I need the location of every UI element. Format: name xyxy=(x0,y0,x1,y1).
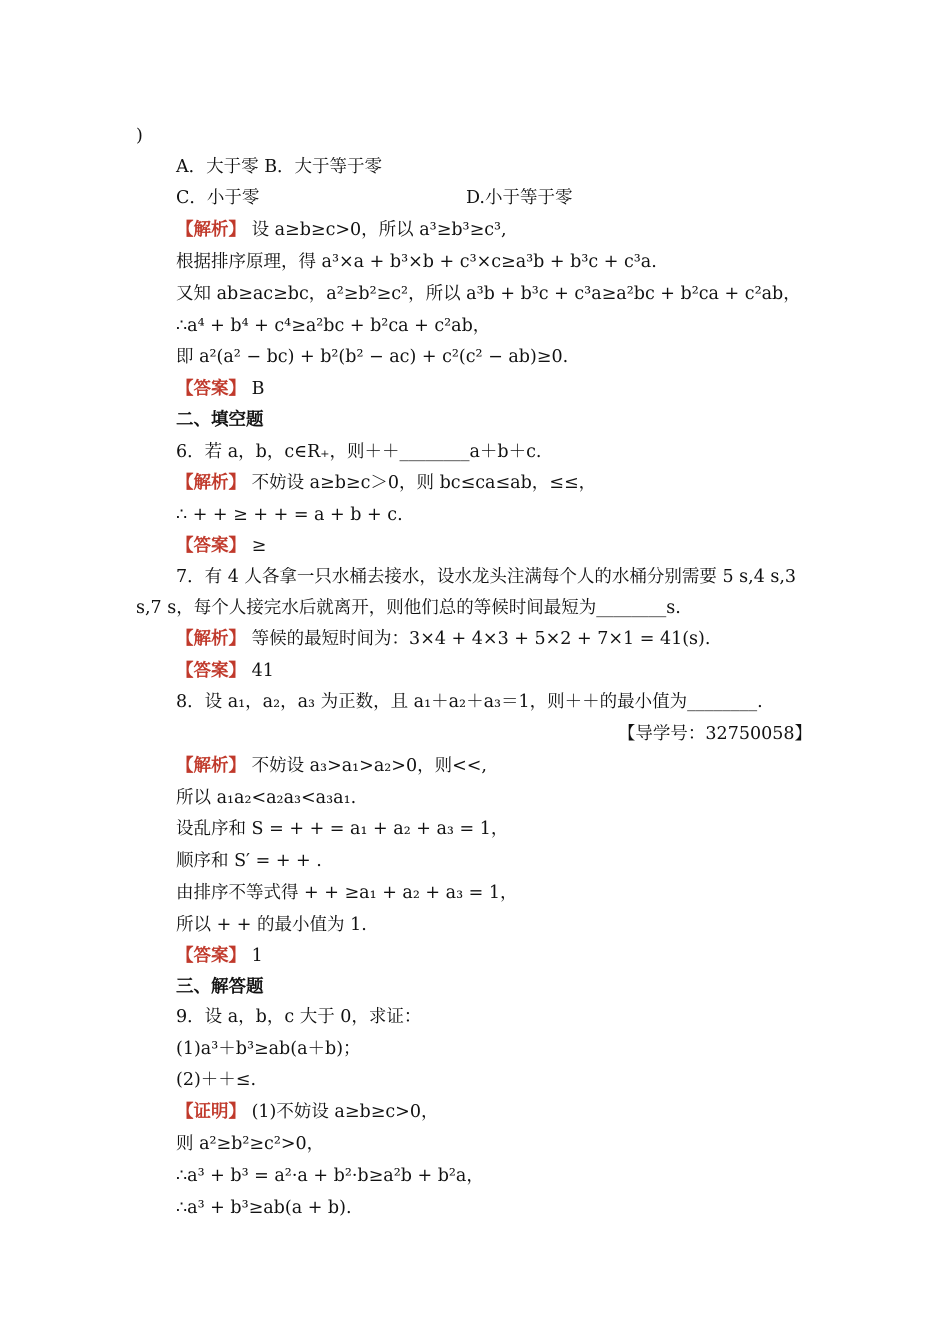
text-line xyxy=(176,913,367,937)
line-text: 则 a²≥b²≥c²>0， xyxy=(176,1134,325,1154)
answer-line xyxy=(176,377,264,401)
text-line xyxy=(176,250,657,274)
line-text: 设 a≥b≥c>0，所以 a³≥b³≥c³, xyxy=(246,220,507,240)
analysis-tag: 【解析】 xyxy=(176,629,246,649)
line-text: ∴a³ + b³≥ab(a + b). xyxy=(176,1198,352,1218)
line-text: 三、解答题 xyxy=(176,977,264,997)
text-line xyxy=(176,345,568,369)
text-line xyxy=(176,1037,361,1061)
option-line xyxy=(176,155,382,179)
guide-number xyxy=(618,722,812,746)
option-line xyxy=(176,186,259,210)
line-text: 所以 + + 的最小值为 1. xyxy=(176,915,367,935)
analysis-line xyxy=(176,754,487,778)
line-text: 不妨设 a≥b≥c＞0，则 bc≤ca≤ab，≤≤， xyxy=(246,473,597,493)
line-text: 即 a²(a² − bc) + b²(b² − ac) + c²(c² − ab)≥0. xyxy=(176,347,569,367)
text-line xyxy=(176,817,508,841)
line-text: ∴ + + ≥ + + = a + b + c. xyxy=(176,505,403,525)
line-text: ) xyxy=(136,126,143,146)
line-text: 8．设 a₁，a₂，a₃ 为正数，且 a₁＋a₂＋a₃＝1，则＋＋的最小值为________. xyxy=(176,692,763,712)
line-text: s,7 s，每个人接完水后就离开，则他们总的等候时间最短为________s. xyxy=(136,598,681,618)
question-line xyxy=(176,1005,421,1029)
text-line xyxy=(176,786,356,810)
answer-tag: 【答案】 xyxy=(176,379,246,399)
answer-line xyxy=(176,944,263,968)
line-text: 顺序和 S′ = + + . xyxy=(176,851,322,871)
question-line xyxy=(136,596,681,620)
line-text: 所以 a₁a₂<a₂a₃<a₃a₁. xyxy=(176,788,357,808)
analysis-line xyxy=(176,471,596,495)
question-line xyxy=(176,440,542,464)
text-line xyxy=(176,282,801,306)
text-line xyxy=(136,124,143,148)
text-line xyxy=(176,849,322,873)
line-text: (1)不妨设 a≥b≥c>0， xyxy=(246,1102,439,1122)
analysis-line xyxy=(176,627,710,651)
proof-line xyxy=(176,1100,438,1124)
line-text: 等候的最短时间为：3×4 + 4×3 + 5×2 + 7×1 = 41(s). xyxy=(246,629,711,649)
answer-tag: 【答案】 xyxy=(176,946,246,966)
answer-tag: 【答案】 xyxy=(176,536,246,556)
option-line xyxy=(466,186,572,210)
line-text: 6．若 a，b，c∈R₊，则＋＋________a＋b＋c. xyxy=(176,442,542,462)
line-text: (2)＋＋≤. xyxy=(176,1070,257,1090)
section-heading xyxy=(176,408,264,432)
line-text: (1)a³＋b³≥ab(a＋b)； xyxy=(176,1039,361,1059)
line-text: ∴a³ + b³ = a²·a + b²·b≥a²b + b²a， xyxy=(176,1166,484,1186)
analysis-tag: 【解析】 xyxy=(176,473,246,493)
line-text: B xyxy=(246,379,265,399)
question-line xyxy=(176,690,763,714)
line-text: 由排序不等式得 + + ≥a₁ + a₂ + a₃ = 1， xyxy=(176,883,518,903)
line-text: A．大于零 B．大于等于零 xyxy=(176,157,383,177)
question-line xyxy=(176,565,796,589)
line-text: 二、填空题 xyxy=(176,410,264,430)
line-text: 设乱序和 S = + + = a₁ + a₂ + a₃ = 1， xyxy=(176,819,509,839)
text-line xyxy=(176,503,403,527)
text-line xyxy=(176,314,490,338)
line-text: 【导学号：32750058】 xyxy=(617,724,812,744)
line-text: D.小于等于零 xyxy=(466,188,573,208)
text-line xyxy=(176,1164,484,1188)
section-heading xyxy=(176,975,264,999)
proof-tag: 【证明】 xyxy=(176,1102,246,1122)
text-line xyxy=(176,1068,256,1092)
text-line xyxy=(176,1196,352,1220)
line-text: 9．设 a，b，c 大于 0，求证： xyxy=(176,1007,422,1027)
analysis-tag: 【解析】 xyxy=(176,220,246,240)
line-text: ∴a⁴ + b⁴ + c⁴≥a²bc + b²ca + c²ab， xyxy=(176,316,491,336)
analysis-line xyxy=(176,218,507,242)
text-line xyxy=(176,881,518,905)
line-text: 又知 ab≥ac≥bc，a²≥b²≥c²，所以 a³b + b³c + c³a≥a²bc + b²ca + c²ab， xyxy=(176,284,801,304)
line-text: 根据排序原理，得 a³×a + b³×b + c³×c≥a³b + b³c + c³a. xyxy=(176,252,657,272)
line-text: 7．有 4 人各拿一只水桶去接水，设水龙头注满每个人的水桶分别需要 5 s,4 s,3 xyxy=(176,567,797,587)
text-line xyxy=(176,1132,324,1156)
answer-tag: 【答案】 xyxy=(176,661,246,681)
line-text: 不妨设 a₃>a₁>a₂>0，则<<, xyxy=(246,756,487,776)
analysis-tag: 【解析】 xyxy=(176,756,246,776)
line-text: ≥ xyxy=(246,536,267,556)
line-text: C．小于零 xyxy=(176,188,260,208)
line-text: 1 xyxy=(246,946,263,966)
answer-line xyxy=(176,659,274,683)
answer-line xyxy=(176,534,266,558)
line-text: 41 xyxy=(246,661,274,681)
